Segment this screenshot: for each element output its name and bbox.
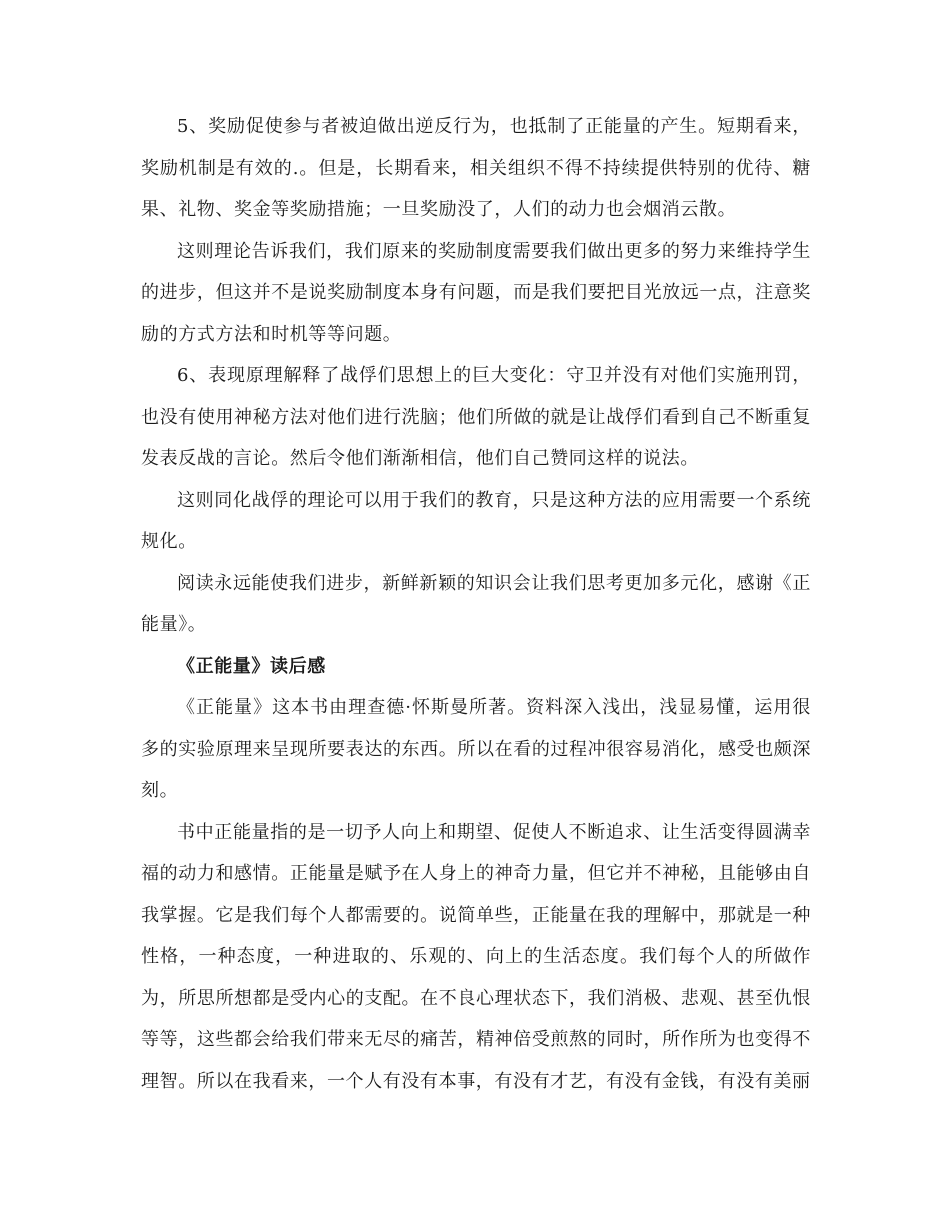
paragraph-reward-theory: 这则理论告诉我们，我们原来的奖励制度需要我们做出更多的努力来维持学生的进步，但这并不是说奖励制度本身有问题，而是我们要把目光放远一点，注意奖励的方式方法和时机等等问题。 — [141, 240, 811, 345]
paragraph-assimilation-theory: 这则同化战俘的理论可以用于我们的教育，只是这种方法的应用需要一个系统规化。 — [141, 489, 811, 552]
paragraph-reading-thanks: 阅读永远能使我们进步，新鲜新颖的知识会让我们思考更加多元化，感谢《正能量》。 — [141, 572, 811, 635]
paragraph-positive-energy-meaning: 书中正能量指的是一切予人向上和期望、促使人不断追求、让生活变得圆满幸福的动力和感情。正能量是赋予在人身上的神奇力量，但它并不神秘，且能够由自我掌握。它是我们每个人都需要的。说简单些，正能量在我的理解中，那就是一种性格，一种态度，一种进取的、乐观的、向上的生活态度。我们每个人的所做作为，所思所想都是受内心的支配。在不良心理状态下，我们消极、悲观、甚至仇恨等等，这些都会给我们带来无尽的痛苦，精神倍受煎熬的同时，所作所为也变得不理智。所以在我看来，一个人有没有本事，有没有才艺，有没有金钱，有没有美丽 — [141, 821, 811, 1092]
paragraph-book-intro: 《正能量》这本书由理查德·怀斯曼所著。资料深入浅出，浅显易懂，运用很多的实验原理来呈现所要表达的东西。所以在看的过程冲很容易消化，感受也颇深刻。 — [141, 697, 811, 801]
paragraph-performance-principle: 6、表现原理解释了战俘们思想上的巨大变化：守卫并没有对他们实施刑罚，也没有使用神秘方法对他们进行洗脑；他们所做的就是让战俘们看到自己不断重复发表反战的言论。然后令他们渐渐相信，他们自己赞同这样的说法。 — [141, 365, 811, 469]
paragraph-reward-reversal: 5、奖励促使参与者被迫做出逆反行为，也抵制了正能量的产生。短期看来，奖励机制是有效的.。但是，长期看来，相关组织不得不持续提供特别的优待、糖果、礼物、奖金等奖励措施；一旦奖励没了，人们的动力也会烟消云散。 — [141, 116, 811, 220]
section-title: 《正能量》读后感 — [177, 655, 326, 677]
document-body — [141, 106, 811, 1102]
